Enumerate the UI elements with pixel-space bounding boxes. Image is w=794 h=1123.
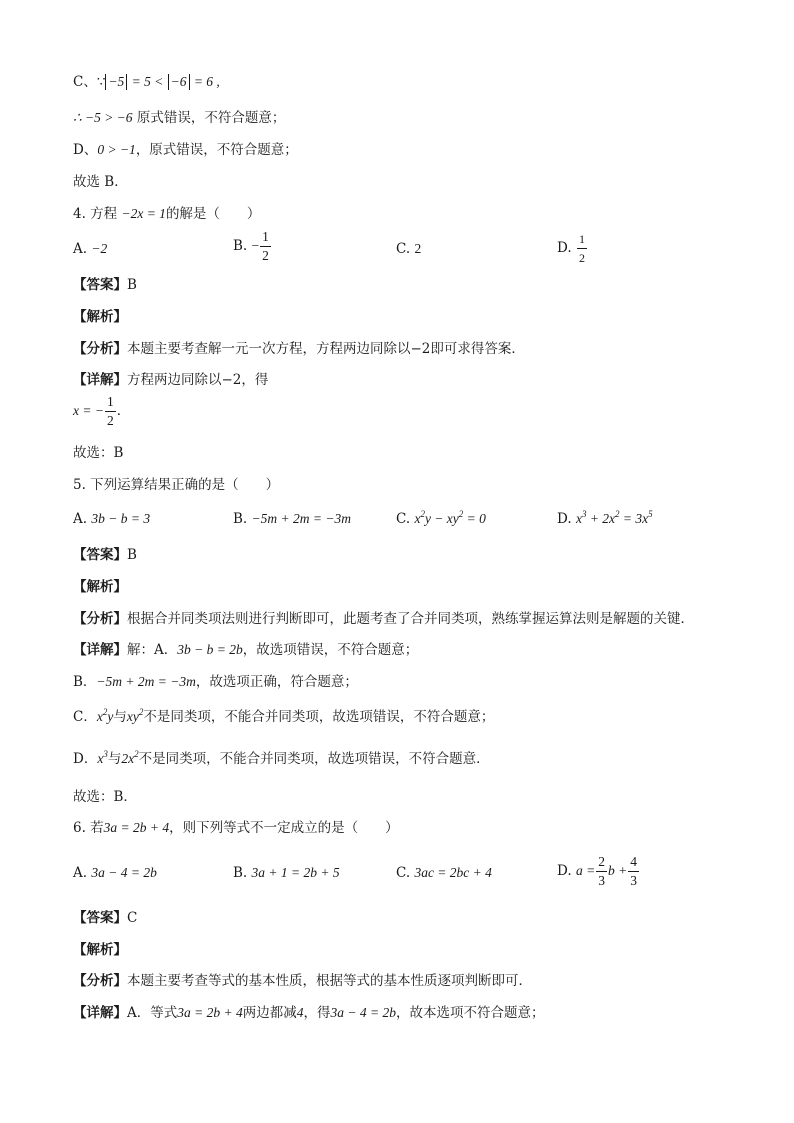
q5-option-a [73, 509, 150, 529]
option-label: B. [233, 511, 248, 527]
option-label: C． [73, 709, 97, 725]
comment-text: ，原式错误，不符合题意； [135, 142, 298, 158]
option-value: −5m + 2m = −3m [251, 511, 351, 526]
q4-option-c [396, 239, 421, 259]
math-expression: 4 [296, 1005, 304, 1020]
math-expression: 3a − 4 = 2b [330, 1005, 396, 1020]
numerator: 1 [577, 230, 587, 249]
comment-text: 原式错误，不符合题意； [136, 110, 286, 126]
analysis-tag: 【分析】 [73, 341, 127, 357]
q5-analysis [73, 609, 694, 629]
analysis-text: 本题主要考查等式的基本性质，根据等式的基本性质逐项判断即可． [127, 973, 532, 989]
option-value: 3a − 4 = 2b [91, 865, 157, 880]
q4-answer [73, 275, 137, 295]
math-expression: $2x^2$ [121, 749, 139, 766]
q5-detail-b [73, 672, 358, 692]
solution-line-d [73, 140, 298, 160]
q6-option-d [557, 853, 640, 890]
q4-option-d [557, 230, 588, 267]
analysis-tag: 【分析】 [73, 611, 127, 627]
math-expression: ∴ −5 > −6 [73, 110, 133, 125]
absolute-value: −5 [105, 74, 127, 90]
analysis-tag: 【分析】 [73, 973, 127, 989]
denominator: 2 [106, 413, 114, 428]
detail-text: 不是同类项，不能合并同类项，故选项错误，不符合题意； [143, 709, 495, 725]
q5-detail-d [73, 749, 490, 769]
detail-text: ，故选项错误，不符合题意； [242, 642, 419, 658]
option-label: A. [73, 511, 88, 527]
option-label: B． [73, 674, 97, 690]
stem-text: 4. 方程 [73, 206, 118, 222]
option-label: C、 [73, 74, 97, 90]
math-expression: = 5 < [131, 74, 164, 89]
option-label: D. [557, 511, 572, 527]
because-symbol: ∵ [96, 74, 106, 89]
q5-detail-c [73, 707, 494, 727]
fraction [628, 853, 639, 890]
detail-tag: 【详解】 [73, 372, 127, 388]
option-value: 2 [414, 241, 422, 256]
option-label: A. [73, 865, 88, 881]
detail-text: ，故本选项不符合题意； [395, 1005, 545, 1021]
choose-line: 故选 B． [73, 174, 128, 190]
q4-choose: 故选：B [73, 445, 124, 461]
math-expression: $x^2y$ [96, 707, 114, 724]
absolute-value: −6 [168, 74, 190, 90]
answer-value: C [127, 910, 138, 926]
math-expression: 0 > −1 [97, 142, 136, 157]
detail-text: 解：A． [127, 642, 178, 658]
detail-text: 两边都减 [242, 1005, 297, 1021]
math-expression: 3a = 2b + 4 [103, 820, 170, 835]
denominator: 3 [630, 873, 637, 888]
answer-tag: 【答案】 [73, 910, 127, 926]
q5-answer [73, 545, 137, 565]
analysis-text: 根据合并同类项法则进行判断即可，此题考查了合并同类项，熟练掌握运算法则是解题的关键． [127, 611, 694, 627]
q6-option-c [396, 863, 492, 883]
q5-jiexi-tag: 【解析】 [73, 579, 127, 595]
q4-detail [73, 370, 268, 390]
math-expression: −2x = 1 [121, 206, 166, 221]
q6-analysis [73, 971, 532, 991]
detail-tag: 【详解】 [73, 642, 127, 658]
question-4-stem [73, 204, 260, 224]
fraction [577, 230, 587, 267]
answer-value: B [127, 547, 137, 563]
detail-tag: 【详解】 [73, 1005, 127, 1021]
answer-tag: 【答案】 [73, 277, 127, 293]
math-expression: x = − [73, 403, 104, 418]
option-value: $x^2y - xy^2 = 0$ [414, 509, 486, 526]
detail-text: A．等式 [127, 1005, 178, 1021]
conjunction: 与 [113, 709, 127, 725]
numerator: 1 [260, 228, 271, 247]
math-expression: a = [575, 863, 596, 878]
q6-jiexi-tag: 【解析】 [73, 942, 127, 958]
math-expression: $x^3$ [97, 749, 108, 766]
stem-text: 6. 若 [73, 820, 104, 836]
detail-text: ，得 [303, 1005, 331, 1021]
question-6-stem [73, 818, 399, 838]
option-value: 3b − b = 3 [91, 511, 151, 526]
q5-option-b [233, 509, 351, 529]
math-expression: $xy^2$ [126, 707, 144, 724]
stem-text: ，则下列等式不一定成立的是（ ） [169, 820, 399, 836]
q5-choose: 故选：B． [73, 789, 137, 805]
math-expression: 3b − b = 2b [177, 642, 243, 657]
q4-option-a [73, 239, 107, 259]
option-value: 3ac = 2bc + 4 [414, 865, 492, 880]
q4-solution [73, 393, 130, 430]
analysis-text: 本题主要考查解一元一次方程，方程两边同除以−2即可求得答案． [127, 341, 525, 357]
q5-option-d [557, 509, 653, 529]
minus-sign: − [251, 238, 260, 253]
numerator: 4 [628, 853, 639, 872]
solution-line-therefore [73, 108, 285, 128]
question-5-stem: 5. 下列运算结果正确的是（ ） [73, 477, 280, 493]
detail-text: ，故选项正确，符合题意； [195, 674, 358, 690]
option-label: D、 [73, 142, 98, 158]
q6-option-b [233, 863, 340, 883]
answer-value: B [127, 277, 137, 293]
option-label: D. [557, 863, 572, 879]
stem-text: 的解是（ ） [165, 206, 261, 222]
math-expression: −5m + 2m = −3m [96, 674, 196, 689]
math-expression: 3a = 2b + 4 [177, 1005, 243, 1020]
denominator: 2 [262, 248, 269, 263]
q5-option-c [396, 509, 486, 529]
q4-option-b [233, 228, 272, 265]
option-label: C. [396, 241, 411, 257]
detail-text: 不是同类项，不能合并同类项，故选项错误，不符合题意． [138, 751, 490, 767]
math-expression: = 6 , [193, 74, 220, 89]
fraction [596, 853, 607, 890]
detail-text: 方程两边同除以−2，得 [127, 372, 269, 388]
solution-line-c [73, 72, 220, 92]
option-label: B. [233, 238, 248, 254]
q5-detail [73, 640, 418, 660]
q4-analysis [73, 339, 525, 359]
numerator: 1 [105, 393, 116, 412]
q6-option-a [73, 863, 157, 883]
q6-detail [73, 1003, 544, 1023]
denominator: 3 [598, 873, 605, 888]
option-label: D． [73, 751, 98, 767]
q4-jiexi-tag: 【解析】 [73, 309, 127, 325]
math-expression: b + [607, 863, 628, 878]
option-value: 3a + 1 = 2b + 5 [251, 865, 340, 880]
option-label: D. [557, 240, 572, 256]
option-label: C. [396, 865, 411, 881]
option-label: A. [73, 241, 88, 257]
conjunction: 与 [107, 751, 122, 767]
denominator: 2 [578, 251, 585, 265]
fraction [260, 228, 271, 265]
option-value: $x^3 + 2x^2 = 3x^5$ [575, 509, 653, 526]
option-value: −2 [91, 241, 108, 256]
option-label: B. [233, 865, 248, 881]
period: ． [116, 403, 131, 419]
answer-tag: 【答案】 [73, 547, 127, 563]
q6-answer [73, 908, 137, 928]
fraction [105, 393, 116, 430]
numerator: 2 [596, 853, 607, 872]
option-label: C. [396, 511, 411, 527]
